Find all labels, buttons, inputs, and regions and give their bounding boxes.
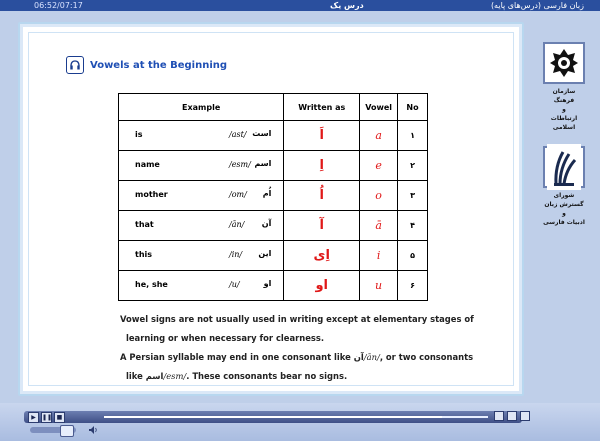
sidebar-org-culture[interactable] [543,42,585,132]
written-as-cell: اُ [284,181,360,211]
sidebar-org-language-council[interactable] [543,146,585,227]
example-english: name [135,160,160,169]
caption-line: و [562,210,566,217]
example-pronunciation: /in/ [229,250,243,259]
example-english: he, she [135,280,168,289]
caption-line: ارتباطات اسلامی [550,115,578,131]
header-written: Written as [284,94,360,121]
section-title: Vowels at the Beginning [90,59,228,71]
number-cell: ۴ [398,211,428,241]
written-as-cell: اِی [284,241,360,271]
vowel-cell: e [360,151,398,181]
seek-bar[interactable] [104,416,488,418]
number-cell: ۱ [398,121,428,151]
note-text: , or two consonants [379,352,474,362]
vowel-cell: o [360,181,398,211]
written-as-cell: اِ [284,151,360,181]
table-row [119,241,428,271]
example-english: is [135,130,143,139]
notes-paragraph [120,310,490,386]
seek-progress [104,416,442,418]
note-text: like [126,371,146,381]
vowel-cell: ā [360,211,398,241]
vowel-cell: u [360,271,398,301]
culture-org-caption [543,87,585,132]
example-english: mother [135,190,168,199]
note-text: A Persian syllable may end in one consonant like [120,352,354,362]
note-text: . These consonants bear no signs. [186,371,348,381]
note-persian-word: اسم [145,371,164,381]
written-as-cell: اَ [284,121,360,151]
note-line [120,348,490,367]
header-example: Example [119,94,284,121]
right-button-group [494,411,530,421]
example-english: that [135,220,154,229]
number-cell: ۲ [398,151,428,181]
note-line: learning or when necessary for clearness. [126,333,325,343]
app-title: زبان فارسی (درس‌های پایه) [490,1,584,10]
header-vowel: Vowel [360,94,398,121]
stop-icon[interactable]: ■ [54,412,65,423]
example-persian: این [258,249,272,258]
number-cell: ۳ [398,181,428,211]
caption-line: شورای گسترش زبان [544,192,584,208]
example-persian: اُم [262,189,272,198]
language-council-logo-icon [543,146,585,188]
media-controls [0,403,600,441]
prev-page-button[interactable] [494,411,504,421]
menu-button[interactable] [520,411,530,421]
note-pronunciation: /esm/ [163,371,187,381]
vowel-cell: a [360,121,398,151]
header-no: No [398,94,428,121]
caption-line: سازمان فرهنگ [552,88,576,104]
table-row [119,211,428,241]
volume-handle[interactable] [60,425,74,437]
example-persian: است [252,129,272,138]
caption-line: ادبیات فارسی [543,219,585,226]
culture-org-logo-icon [543,42,585,84]
written-as-cell: او [284,271,360,301]
number-cell: ۶ [398,271,428,301]
vowel-cell: i [360,241,398,271]
example-persian: او [263,279,272,288]
table-row [119,121,428,151]
table-header-row [119,94,428,121]
pause-icon[interactable]: ❚❚ [42,414,53,421]
vowels-table [118,93,428,301]
next-page-button[interactable] [507,411,517,421]
table-row [119,181,428,211]
title-bar [0,0,600,11]
note-line: Vowel signs are not usually used in writing except at elementary stages of [120,314,474,324]
table-row [119,151,428,181]
example-persian: آن [261,219,272,228]
example-pronunciation: /esm/ [229,160,251,169]
headphones-icon[interactable] [66,56,84,74]
example-pronunciation: /om/ [229,190,247,199]
number-cell: ۵ [398,241,428,271]
written-as-cell: آ [284,211,360,241]
time-display: 06:52/07:17 [34,1,83,10]
speaker-icon[interactable] [88,425,98,435]
language-council-caption [543,191,585,227]
note-pronunciation: /ān/ [363,352,380,362]
note-persian-word: آن [353,352,364,362]
lesson-heading [66,56,227,74]
example-pronunciation: /ān/ [229,220,245,229]
example-persian: اسم [254,159,272,168]
note-line [120,367,490,386]
lesson-title: درس یک [330,1,364,10]
control-strip [24,411,522,423]
example-pronunciation: /ast/ [229,130,247,139]
example-pronunciation: /u/ [229,280,240,289]
play-icon[interactable]: ▶ [28,412,39,423]
table-row [119,271,428,301]
example-english: this [135,250,153,259]
caption-line: و [562,106,566,113]
